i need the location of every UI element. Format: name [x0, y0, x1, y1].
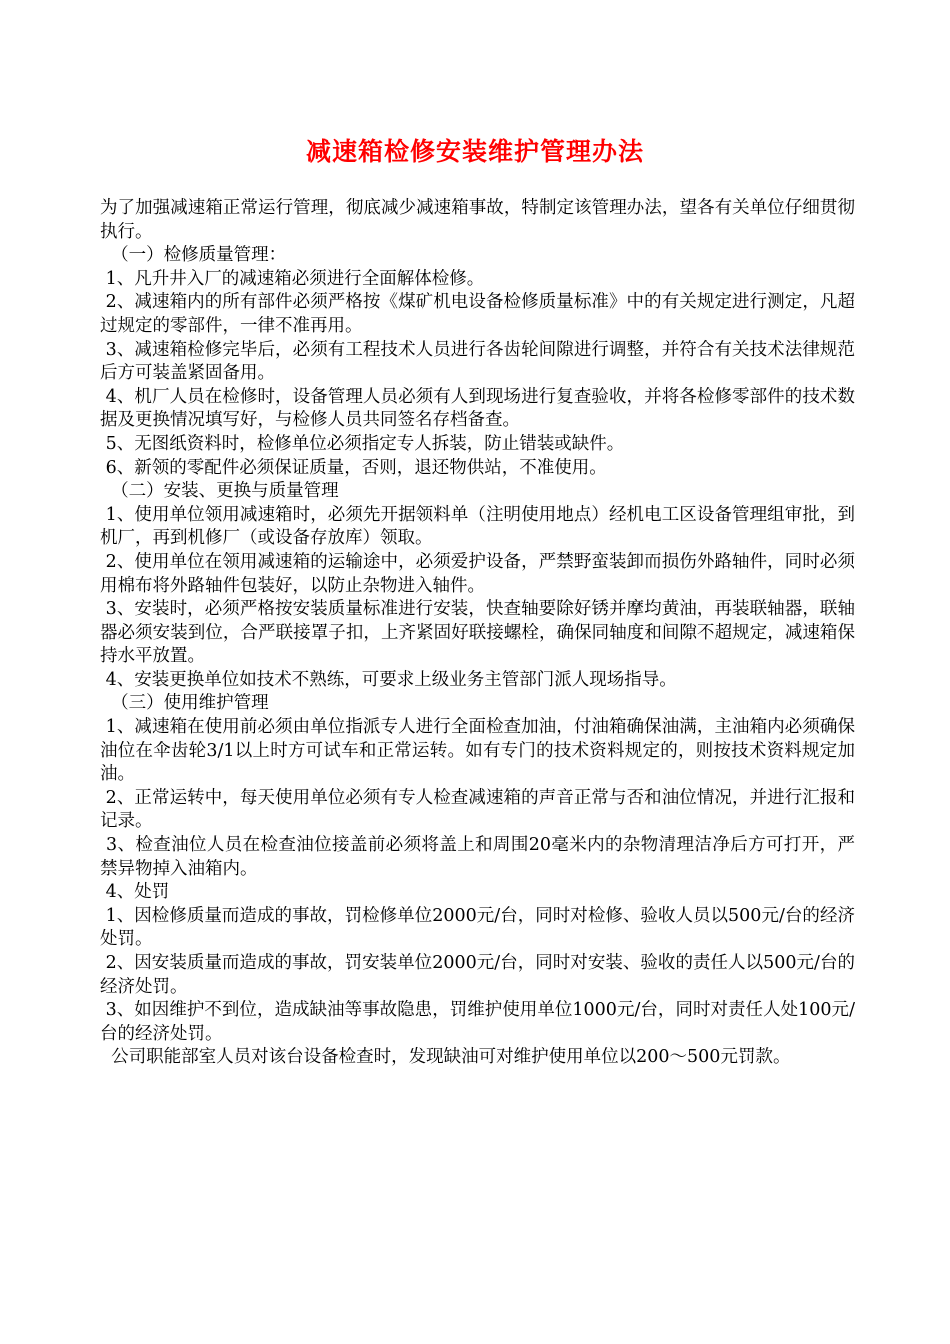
maintenance-item-2: 2、正常运转中，每天使用单位必须有专人检查减速箱的声音正常与否和油位情况，并进行汇报和记录。 [100, 787, 855, 832]
installation-item-2: 2、使用单位在领用减速箱的运输途中，必须爱护设备，严禁野蛮装卸而损伤外路轴件，同时必须用棉布将外路轴件包装好，以防止杂物进入轴件。 [100, 551, 855, 596]
document-body [100, 197, 855, 1070]
section-heading-inspection-quality: （一）检修质量管理： [100, 245, 287, 266]
inspection-item-6: 6、新领的零配件必须保证质量，否则，退还物供站，不准使用。 [100, 457, 607, 478]
installation-item-3: 3、安装时，必须严格按安装质量标准进行安装，快查轴要除好锈并摩均黄油，再装联轴器，联轴器必须安装到位，合严联接罩子扣，上齐紧固好联接螺栓，确保同轴度和间隙不超规定，减速箱保持水平放置。 [100, 599, 855, 667]
inspection-item-2: 2、减速箱内的所有部件必须严格按《煤矿机电设备检修质量标准》中的有关规定进行测定，凡超过规定的零部件，一律不准再用。 [100, 292, 855, 336]
penalty-item-2: 2、因安装质量而造成的事故，罚安装单位2000元/台，同时对安装、验收的责任人以500元/台的经济处罚。 [100, 953, 855, 997]
document-title: 减速箱检修安装维护管理办法 [305, 137, 644, 166]
installation-item-1: 1、使用单位领用减速箱时，必须先开据领料单（注明使用地点）经机电工区设备管理组审批，到机厂，再到机修厂（或设备存放库）领取。 [100, 504, 855, 549]
closing-paragraph: 公司职能部室人员对该台设备检查时，发现缺油可对维护使用单位以200～500元罚款。 [100, 1047, 791, 1068]
maintenance-item-1: 1、减速箱在使用前必须由单位指派专人进行全面检查加油，付油箱确保油满，主油箱内必须确保油位在伞齿轮3/1以上时方可试车和正常运转。如有专门的技术资料规定的，则按技术资料规定加油。 [100, 717, 855, 785]
inspection-item-5: 5、无图纸资料时，检修单位必须指定专人拆装，防止错装或缺件。 [100, 433, 625, 454]
installation-item-4: 4、安装更换单位如技术不熟练，可要求上级业务主管部门派人现场指导。 [100, 669, 677, 690]
inspection-item-4: 4、机厂人员在检修时，设备管理人员必须有人到现场进行复查验收，并将各检修零部件的技术数据及更换情况填写好，与检修人员共同签名存档备查。 [100, 386, 855, 431]
inspection-item-1: 1、凡升井入厂的减速箱必须进行全面解体检修。 [100, 268, 485, 289]
section-heading-maintenance: （三）使用维护管理 [100, 693, 269, 714]
penalty-item-1: 1、因检修质量而造成的事故，罚检修单位2000元/台，同时对检修、验收人员以500元/台的经济处罚。 [100, 905, 855, 950]
penalty-heading: 4、处罚 [100, 882, 170, 903]
section-heading-installation: （二）安装、更换与质量管理 [100, 481, 339, 502]
intro-paragraph: 为了加强减速箱正常运行管理，彻底减少减速箱事故，特制定该管理办法，望各有关单位仔细贯彻执行。 [100, 198, 855, 242]
maintenance-item-3: 3、检查油位人员在检查油位接盖前必须将盖上和周围20毫米内的杂物清理洁净后方可打开，严禁异物掉入油箱内。 [100, 835, 855, 879]
inspection-item-3: 3、减速箱检修完毕后，必须有工程技术人员进行各齿轮间隙进行调整，并符合有关技术法律规范后方可装盖紧固备用。 [100, 339, 855, 384]
penalty-item-3: 3、如因维护不到位，造成缺油等事故隐患，罚维护使用单位1000元/台，同时对责任人处100元/台的经济处罚。 [100, 1000, 855, 1044]
